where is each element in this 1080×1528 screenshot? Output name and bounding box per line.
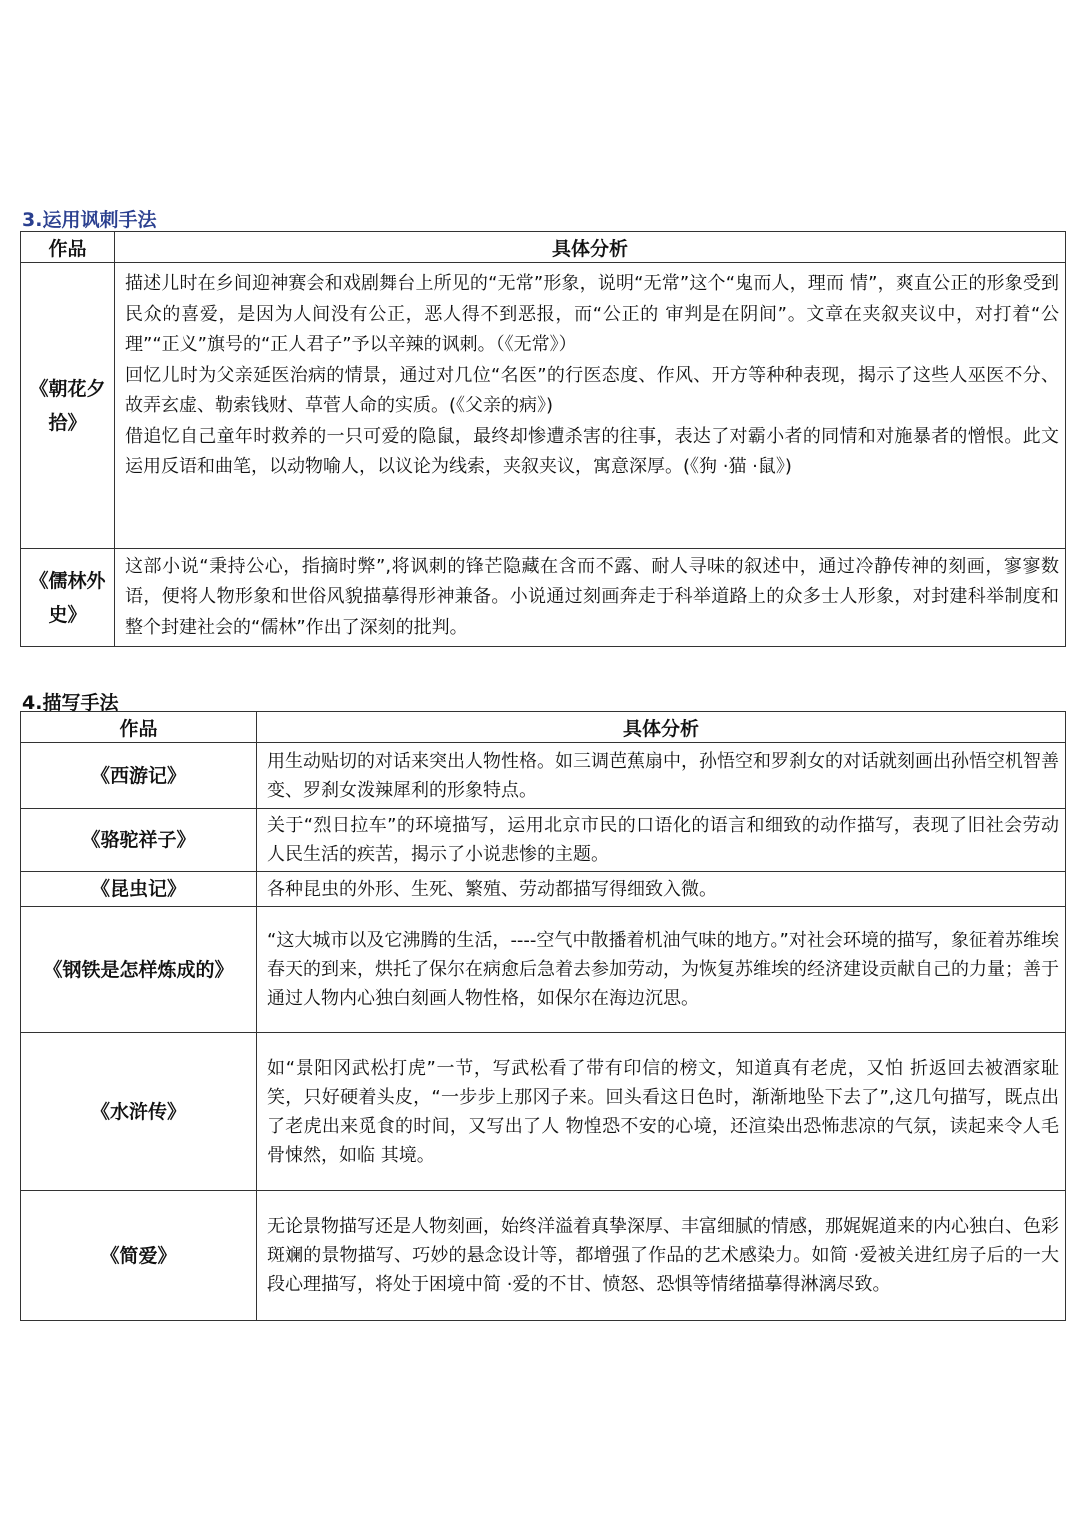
work-title: 《西游记》 — [21, 743, 257, 809]
table-header-row — [21, 232, 1066, 263]
analysis-cell — [115, 549, 1066, 647]
section-3-title: 3.运用讽刺手法 — [22, 209, 157, 231]
table-row — [21, 907, 1066, 1033]
analysis-cell: “这大城市以及它沸腾的生活，----空气中散播着机油气味的地方。”对社会环境的描写，象征着苏维埃春天的到来，烘托了保尔在病愈后急着去参加劳动，为恢复苏维埃的经济建设贡献自己的力量；善于通过人物内心独白刻画人物性格，如保尔在海边沉思。 — [257, 907, 1066, 1033]
analysis-cell: 关于“烈日拉车”的环境描写，运用北京市民的口语化的语言和细致的动作描写，表现了旧社会劳动人民生活的疾苦，揭示了小说悲惨的主题。 — [257, 809, 1066, 872]
analysis-paragraph: 这部小说“秉持公心，指摘时弊”,将讽刺的锋芒隐藏在含而不露、耐人寻味的叙述中，通过冷静传神的刻画，寥寥数语，便将人物形象和世俗风貌描摹得形神兼备。小说通过刻画奔走于科举道路上的众多士人形象，对封建科举制度和整个封建社会的“儒林”作出了深刻的批判。 — [125, 555, 1059, 638]
work-title: 《朝花夕拾》 — [21, 263, 115, 549]
header-work: 作品 — [21, 232, 115, 263]
header-work: 作品 — [21, 712, 257, 743]
analysis-cell: 无论景物描写还是人物刻画，始终洋溢着真挚深厚、丰富细腻的情感，那娓娓道来的内心独白、色彩斑斓的景物描写、巧妙的悬念设计等，都增强了作品的艺术感染力。如简 ·爱被关进红房子后的一大段心理描写，将处于困境中简 ·爱的不甘、愤怒、恐惧等情绪描摹得淋漓尽致。 — [257, 1191, 1066, 1321]
description-table — [20, 711, 1066, 1321]
table-row — [21, 263, 1066, 549]
work-title: 《钢铁是怎样炼成的》 — [21, 907, 257, 1033]
work-title: 《水浒传》 — [21, 1033, 257, 1191]
work-title: 《骆驼祥子》 — [21, 809, 257, 872]
table-row — [21, 1191, 1066, 1321]
section-4-title: 4.描写手法 — [22, 692, 119, 714]
analysis-cell: 用生动贴切的对话来突出人物性格。如三调芭蕉扇中，孙悟空和罗刹女的对话就刻画出孙悟空机智善变、罗刹女泼辣犀利的形象特点。 — [257, 743, 1066, 809]
table-header-row — [21, 712, 1066, 743]
table-row — [21, 809, 1066, 872]
work-title: 《儒林外史》 — [21, 549, 115, 647]
analysis-paragraph: 描述儿时在乡间迎神赛会和戏剧舞台上所见的“无常”形象，说明“无常”这个“鬼而人，理而 情”，爽直公正的形象受到民众的喜爱，是因为人间没有公正，恶人得不到恶报，而“公正的 审判是在阴间”。文章在夹叙夹议中，对打着“公理”“正义”旗号的“正人君子”予以辛辣的讽刺。（《无常》） — [125, 273, 1059, 355]
analysis-cell: 各种昆虫的外形、生死、繁殖、劳动都描写得细致入微。 — [257, 872, 1066, 907]
analysis-paragraph: 借追忆自己童年时救养的一只可爱的隐鼠，最终却惨遭杀害的往事，表达了对霸小者的同情和对施暴者的憎恨。此文运用反语和曲笔，以动物喻人，以议论为线索，夹叙夹议，寓意深厚。(《狗 ·猫 ·鼠》) — [125, 425, 1059, 477]
analysis-paragraph: 回忆儿时为父亲延医治病的情景，通过对几位“名医”的行医态度、作风、开方等种种表现，揭示了这些人巫医不分、故弄玄虚、勒索钱财、草菅人命的实质。(《父亲的病》) — [125, 364, 1059, 416]
analysis-cell — [115, 263, 1066, 549]
analysis-cell: 如“景阳冈武松打虎”一节，写武松看了带有印信的榜文，知道真有老虎，又怕 折返回去被酒家耻笑，只好硬着头皮，“一步步上那冈子来。回头看这日色时，渐渐地坠下去了”,这几句描写，既点出了老虎出来觅食的时间，又写出了人 物惶恐不安的心境，还渲染出恐怖悲凉的气氛，读起来令人毛骨悚然，如临 其境。 — [257, 1033, 1066, 1191]
table-row — [21, 743, 1066, 809]
header-analysis: 具体分析 — [257, 712, 1066, 743]
table-row — [21, 1033, 1066, 1191]
table-row — [21, 549, 1066, 647]
header-analysis: 具体分析 — [115, 232, 1066, 263]
work-title: 《昆虫记》 — [21, 872, 257, 907]
table-row — [21, 872, 1066, 907]
satire-table — [20, 231, 1066, 647]
work-title: 《简爱》 — [21, 1191, 257, 1321]
